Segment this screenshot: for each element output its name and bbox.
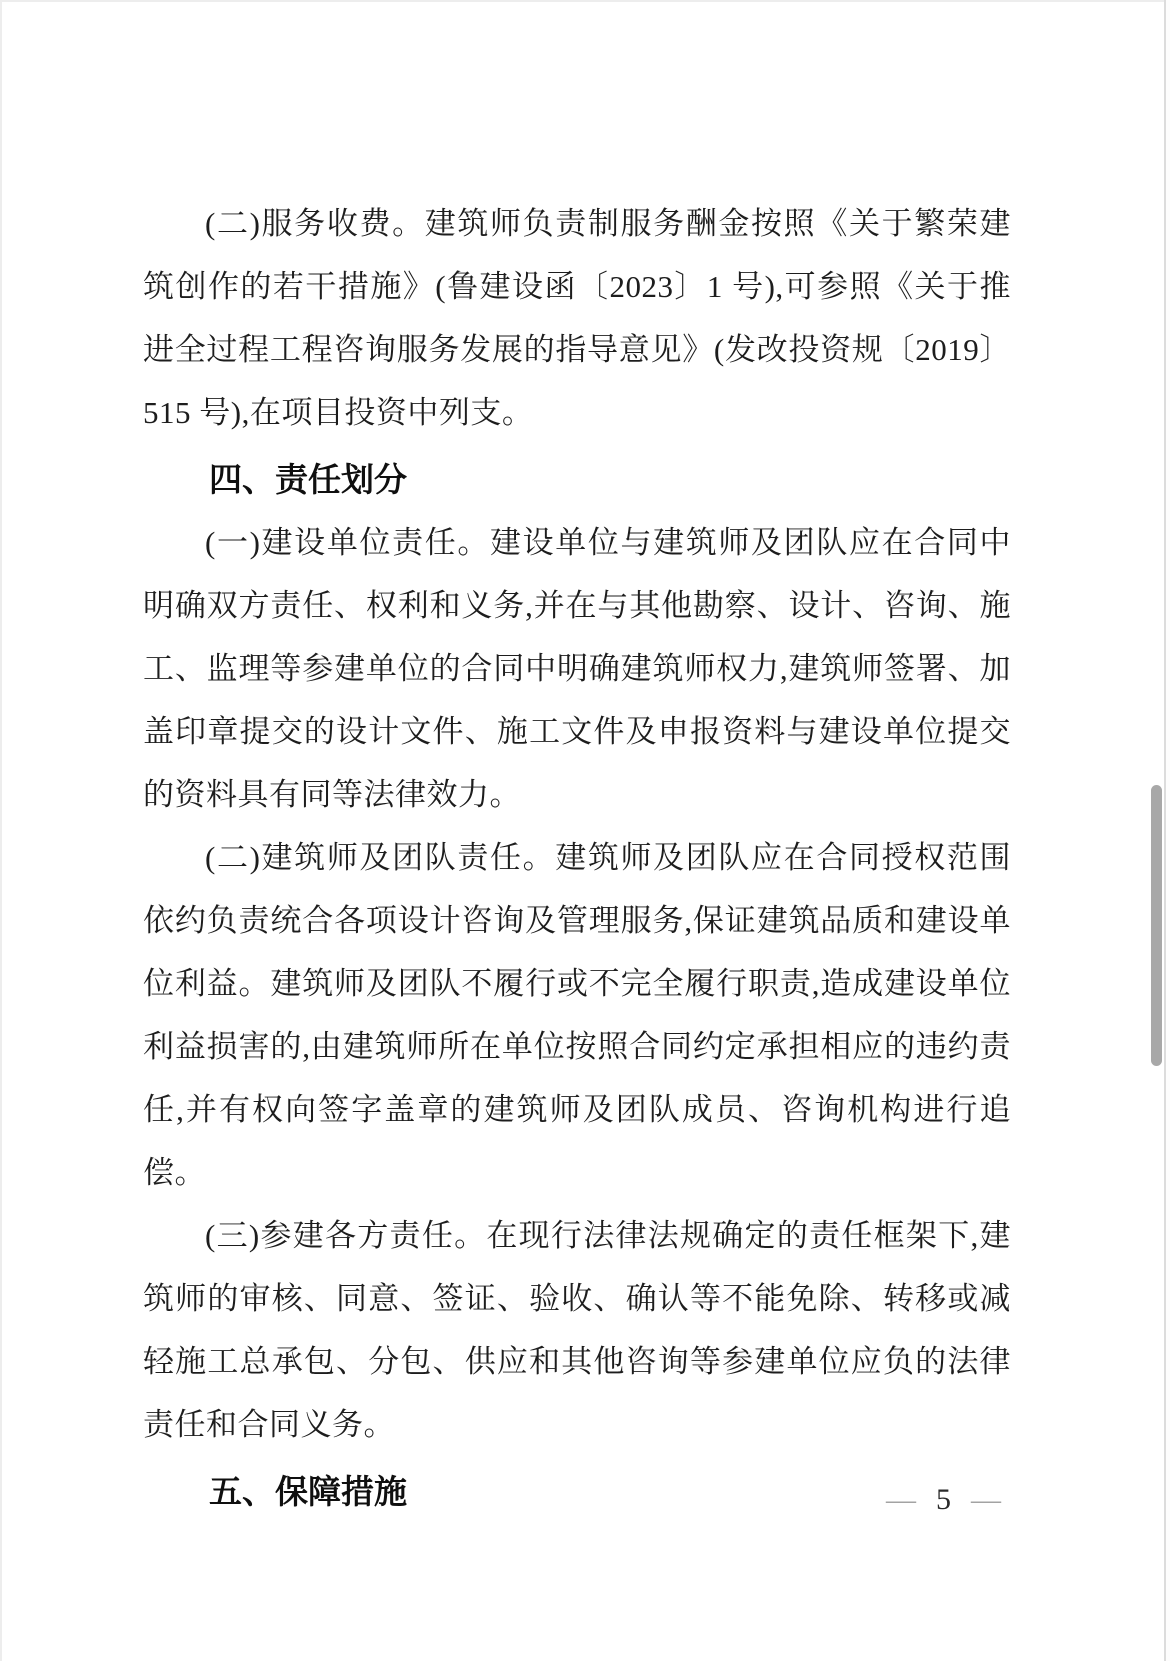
page-number-value: 5 xyxy=(936,1483,951,1516)
paragraph-architect-team-responsibility: (二)建筑师及团队责任。建筑师及团队应在合同授权范围依约负责统合各项设计咨询及管理服务,保证建筑品质和建设单位利益。建筑师及团队不履行或不完全履行职责,造成建设单位利益损害的,由建筑师所在单位按照合同约定承担相应的违约责任,并有权向签字盖章的建筑师及团队成员、咨询机构进行追偿。 xyxy=(143,840,1011,1190)
paragraph-owner-responsibility: (一)建设单位责任。建设单位与建筑师及团队应在合同中明确双方责任、权利和义务,并在与其他勘察、设计、咨询、施工、监理等参建单位的合同中明确建筑师权力,建筑师签署、加盖印章提交的设计文件、施工文件及申报资料与建设单位提交的资料具有同等法律效力。 xyxy=(143,525,1011,812)
paragraph-participating-parties-responsibility: (三)参建各方责任。在现行法律法规确定的责任框架下,建筑师的审核、同意、签证、验收、确认等不能免除、转移或减轻施工总承包、分包、供应和其他咨询等参建单位应负的法律责任和合同义务。 xyxy=(143,1218,1011,1442)
scrollbar-thumb[interactable] xyxy=(1151,785,1162,1066)
section-heading-responsibility-division: 四、责任划分 xyxy=(209,461,407,498)
paragraph-service-fee: (二)服务收费。建筑师负责制服务酬金按照《关于繁荣建筑创作的若干措施》(鲁建设函〔2023〕1 号),可参照《关于推进全过程工程咨询服务发展的指导意见》(发改投资规〔2019〕515 号),在项目投资中列支。 xyxy=(143,206,1011,430)
page-number xyxy=(2,1468,1011,1531)
page-content xyxy=(143,192,1011,1523)
page-right-edge-line xyxy=(1164,0,1166,1661)
section-heading-safeguard-measures: 五、保障措施 xyxy=(209,1473,407,1510)
page-number-right-dash: — xyxy=(971,1483,1001,1516)
page-number-left-dash: — xyxy=(886,1483,916,1516)
